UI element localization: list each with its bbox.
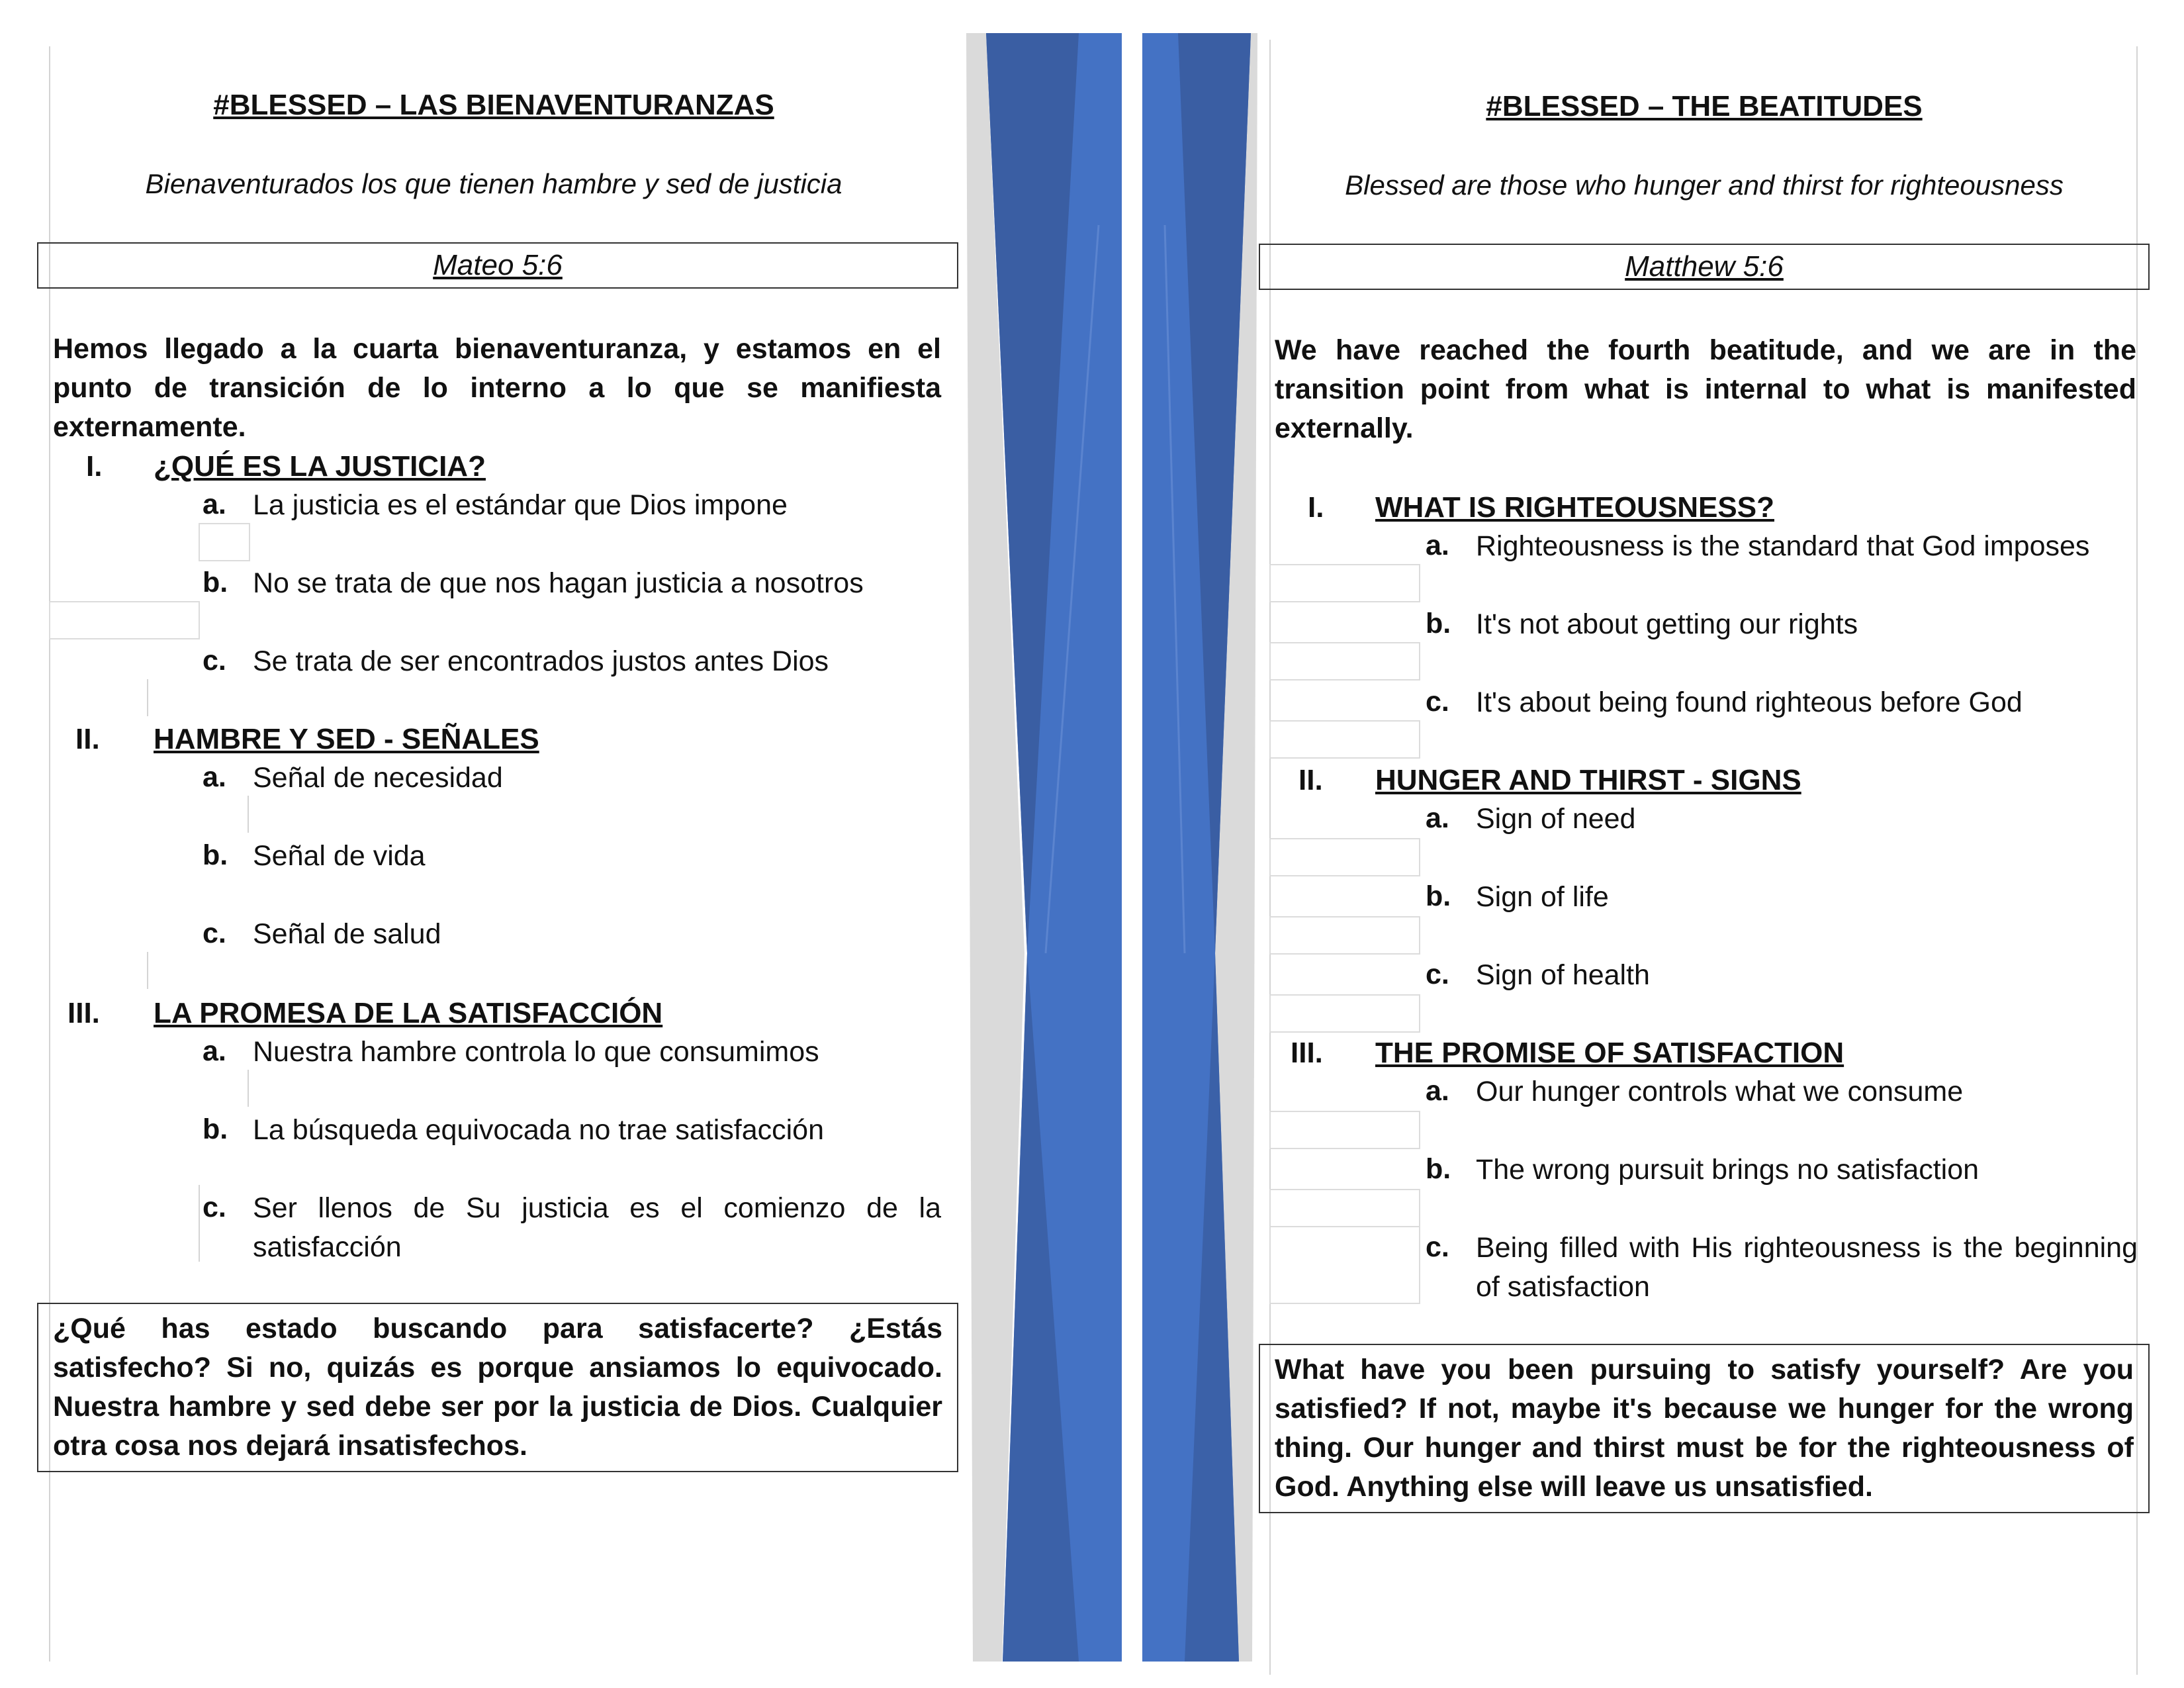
spanish-intro: Hemos llegado a la cuarta bienaventuranza, y estamos en el punto de transición de lo interno a lo que se manifiesta externamente.: [53, 333, 941, 443]
english-item-2c-letter: c.: [1426, 959, 1449, 990]
english-title: #BLESSED – THE BEATITUDES: [1486, 90, 1923, 122]
english-item-3a-text: Our hunger controls what we consume: [1476, 1076, 1964, 1107]
spanish-item-2b-letter: b.: [203, 839, 228, 871]
field-outline: [1269, 1226, 1420, 1304]
spanish-item-2b-text: Señal de vida: [253, 840, 426, 872]
english-subtitle: Blessed are those who hunger and thirst for righteousness: [1345, 169, 2064, 201]
spanish-question-box: ¿Qué has estado buscando para satisfacerte? ¿Estás satisfecho? Si no, quizás es porque ansiamos lo equivocado. Nuestra hambre y sed debe ser por la justicia de Dios. Cualquier otra cosa nos dejará insatisfechos.: [37, 1303, 958, 1472]
field-outline: [1269, 994, 1420, 1033]
spanish-section-2-title: HAMBRE Y SED - SEÑALES: [154, 723, 539, 755]
spanish-reference-box: Mateo 5:6: [37, 242, 958, 289]
field-outline: [1269, 1111, 1420, 1149]
field-outline: [1269, 838, 1420, 876]
spanish-item-1a-letter: a.: [203, 489, 226, 520]
spanish-item-3c-letter: c.: [203, 1192, 226, 1223]
english-item-1c-letter: c.: [1426, 686, 1449, 718]
english-item-1b-text: It's not about getting our rights: [1476, 608, 1858, 640]
field-rule: [147, 952, 148, 989]
english-section-3-title: THE PROMISE OF SATISFACTION: [1375, 1037, 1844, 1069]
spanish-item-3a-letter: a.: [203, 1035, 226, 1067]
field-rule: [199, 1185, 200, 1262]
english-item-3c-letter: c.: [1426, 1231, 1449, 1263]
english-question-box: What have you been pursuing to satisfy yourself? Are you satisfied? If not, maybe it's because we hunger for the wrong thing. Our hunger and thirst must be for the righteousness of God. Anything else will leave us unsatisfied.: [1259, 1344, 2150, 1513]
field-outline: [199, 523, 250, 561]
english-reference-box: Matthew 5:6: [1259, 244, 2150, 290]
english-item-1a-text: Righteousness is the standard that God imposes: [1476, 530, 2090, 562]
english-section-1-number: I.: [1308, 491, 1324, 524]
english-item-2c-text: Sign of health: [1476, 959, 1650, 991]
field-rule: [49, 1148, 50, 1185]
spanish-section-1-title: ¿QUÉ ES LA JUSTICIA?: [154, 450, 486, 483]
english-section-2-title: HUNGER AND THIRST - SIGNS: [1375, 764, 1801, 796]
spanish-section-3-number: III.: [68, 997, 100, 1029]
english-section-2-number: II.: [1298, 764, 1323, 796]
english-item-2b-letter: b.: [1426, 880, 1451, 912]
spanish-title: #BLESSED – LAS BIENAVENTURANZAS: [213, 89, 774, 121]
english-item-3b-letter: b.: [1426, 1153, 1451, 1185]
spanish-item-2c-text: Señal de salud: [253, 918, 441, 950]
spanish-item-1c-letter: c.: [203, 645, 226, 677]
english-item-3b-text: The wrong pursuit brings no satisfaction: [1476, 1154, 1979, 1186]
spanish-item-3c-text: Ser llenos de Su justicia es el comienzo de la satisfacción: [253, 1192, 941, 1263]
field-outline: [1269, 1189, 1420, 1227]
spanish-item-2a-letter: a.: [203, 761, 226, 793]
field-outline: [1269, 720, 1420, 759]
spanish-item-2a-text: Señal de necesidad: [253, 762, 503, 794]
spanish-item-3b-letter: b.: [203, 1113, 228, 1145]
field-rule: [248, 1070, 249, 1107]
english-item-1c-text: It's about being found righteous before God: [1476, 686, 2023, 718]
field-outline: [1269, 916, 1420, 955]
english-item-2a-text: Sign of need: [1476, 803, 1636, 835]
spanish-item-1c-text: Se trata de ser encontrados justos antes Dios: [253, 645, 829, 677]
spanish-item-1b-letter: b.: [203, 567, 228, 598]
spanish-item-3b-text: La búsqueda equivocada no trae satisfacción: [253, 1114, 825, 1146]
english-section-1-title: WHAT IS RIGHTEOUSNESS?: [1375, 491, 1774, 524]
english-section-3-number: III.: [1291, 1037, 1323, 1069]
field-rule: [248, 796, 249, 833]
field-outline: [1269, 642, 1420, 680]
spanish-section-2-number: II.: [75, 723, 100, 755]
field-outline: [49, 601, 200, 639]
spanish-item-2c-letter: c.: [203, 917, 226, 949]
spanish-subtitle: Bienaventurados los que tienen hambre y sed de justicia: [145, 168, 842, 199]
english-item-2a-letter: a.: [1426, 802, 1449, 834]
english-item-1a-letter: a.: [1426, 530, 1449, 561]
spanish-item-1b-text: No se trata de que nos hagan justicia a nosotros: [253, 567, 864, 599]
field-outline: [1269, 564, 1420, 602]
spanish-item-3a-text: Nuestra hambre controla lo que consumimos: [253, 1036, 819, 1068]
english-item-3a-letter: a.: [1426, 1075, 1449, 1107]
field-rule: [147, 679, 148, 716]
spanish-item-1a-text: La justicia es el estándar que Dios impone: [253, 489, 788, 521]
field-rule: [49, 874, 50, 911]
spanish-section-3-title: LA PROMESA DE LA SATISFACCIÓN: [154, 997, 663, 1029]
center-divider-graphic: [966, 33, 1257, 1662]
english-item-1b-letter: b.: [1426, 608, 1451, 639]
english-item-3c-text: Being filled with His righteousness is the beginning of satisfaction: [1476, 1232, 2138, 1303]
english-item-2b-text: Sign of life: [1476, 881, 1609, 913]
english-intro: We have reached the fourth beatitude, and we are in the transition point from what is internal to what is manifested externally.: [1275, 334, 2136, 444]
spanish-section-1-number: I.: [86, 450, 103, 483]
